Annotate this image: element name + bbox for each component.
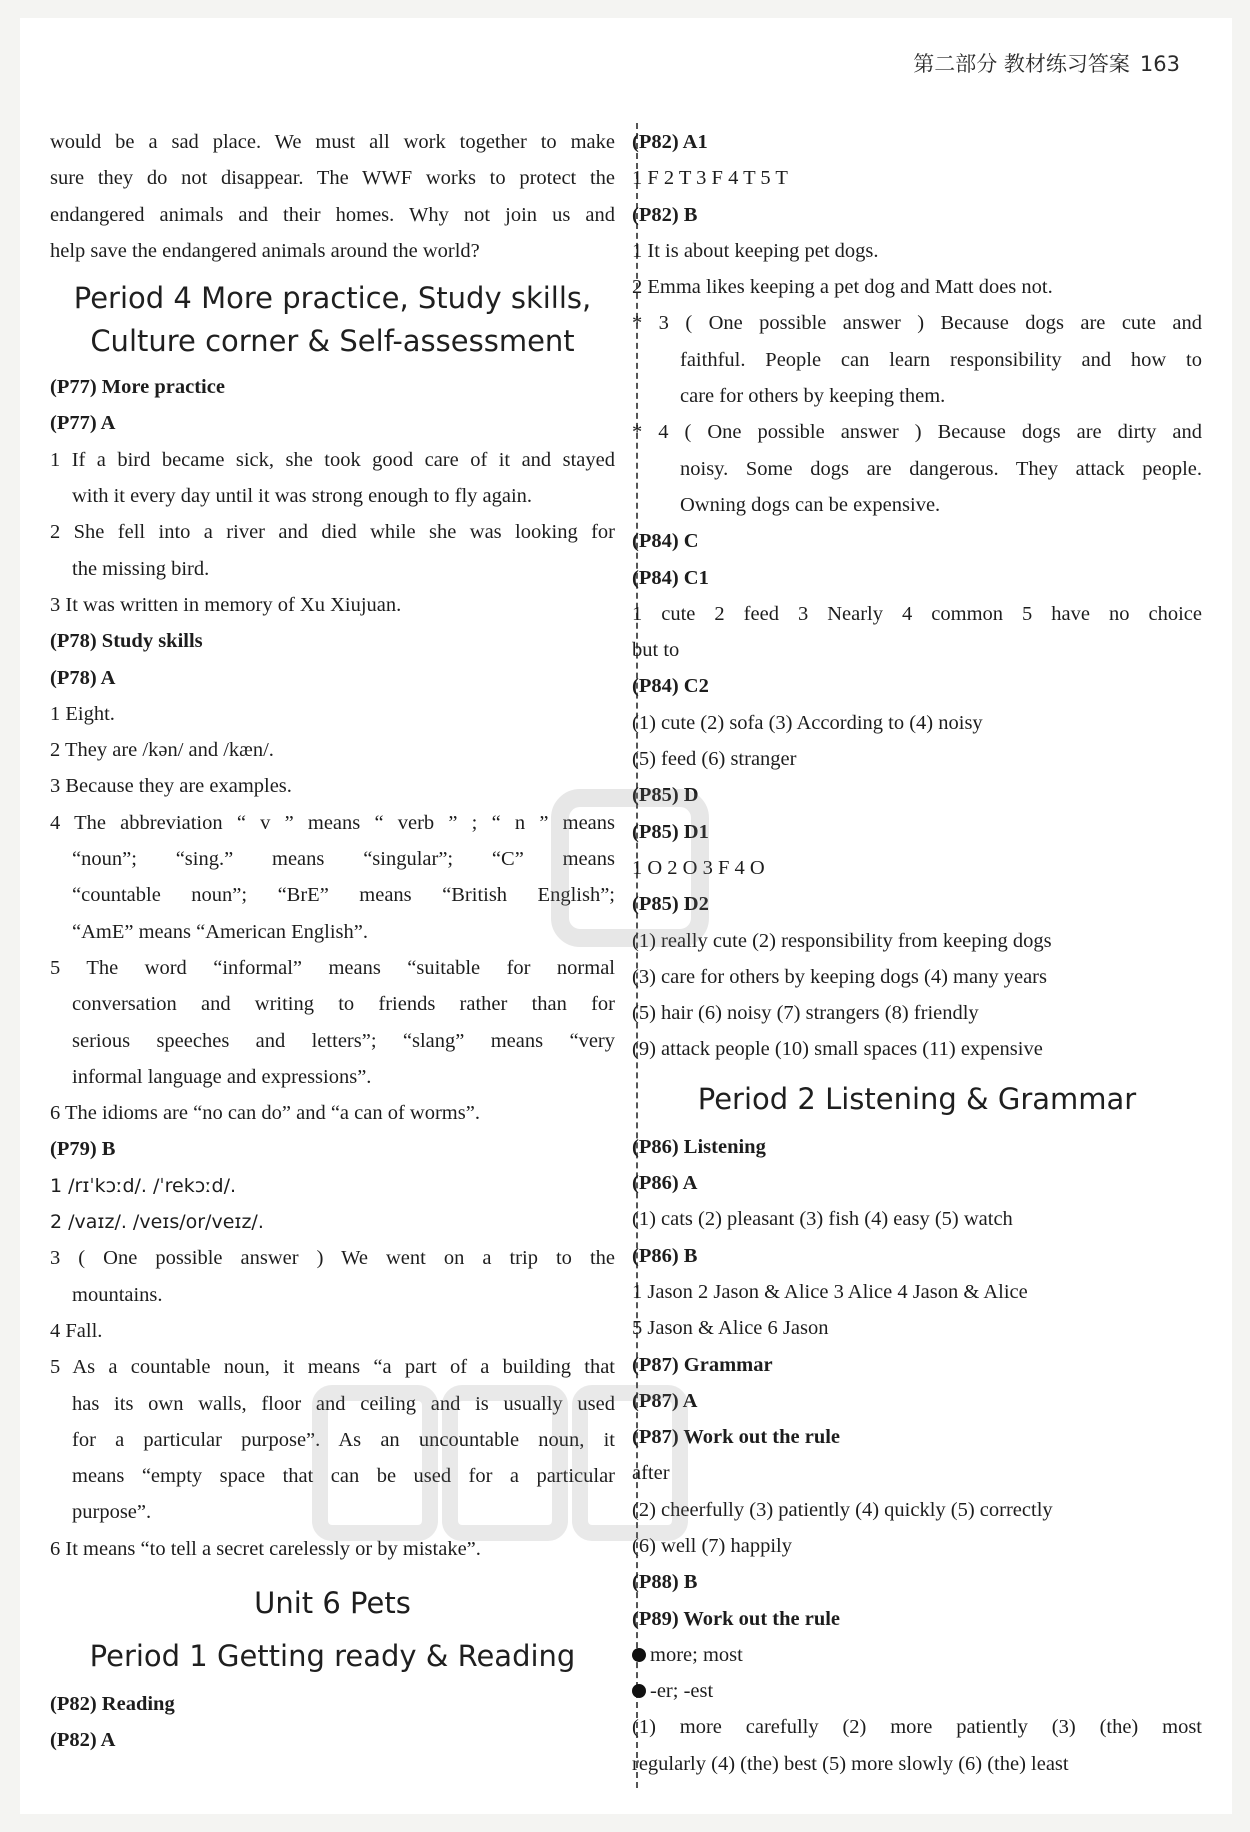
answer-line: 5 The word “informal” means “suitable for normal	[50, 956, 615, 979]
period1-heading: Period 1 Getting ready & Reading	[89, 1638, 576, 1673]
bullet-item	[632, 1673, 1202, 1709]
intro-line: would be a sad place. We must all work together to make	[50, 131, 615, 153]
answer-line: (1) cats (2) pleasant (3) fish (4) easy (5) watch	[632, 1208, 1013, 1231]
answer-line: conversation and writing to friends rather than for	[72, 993, 615, 1016]
answer-line: “countable noun”; “BrE” means “British English”;	[72, 884, 615, 907]
section-label: (P78) A	[50, 666, 116, 689]
section-label: (P82) B	[632, 203, 698, 226]
answer-line: (1) more carefully (2) more patiently (3) (the) most	[632, 1716, 1202, 1739]
bullet-text: more; most	[650, 1643, 743, 1666]
answer-line: 2 She fell into a river and died while she was looking for	[50, 521, 615, 544]
answer-line: but to	[632, 639, 680, 662]
section-label: (P86) B	[632, 1244, 698, 1267]
answer-line: 3 ( One possible answer ) We went on a trip to the	[50, 1247, 615, 1270]
answer-line: 3 Because they are examples.	[50, 775, 292, 798]
answer-line: purpose”.	[72, 1501, 152, 1524]
section-label: (P87) Grammar	[632, 1353, 773, 1376]
answer-line: 1 Eight.	[50, 702, 115, 725]
answer-line: Owning dogs can be expensive.	[680, 493, 941, 516]
answer-line: 6 The idioms are “no can do” and “a can of worms”.	[50, 1102, 480, 1125]
section-label: (P85) D	[632, 784, 699, 807]
answer-line: after	[632, 1462, 670, 1485]
answer-line: 1 F 2 T 3 F 4 T 5 T	[632, 167, 788, 190]
section-label: (P86) A	[632, 1172, 698, 1195]
answer-line: 1 If a bird became sick, she took good care of it and stayed	[50, 448, 615, 471]
answer-line: (6) well (7) happily	[632, 1534, 792, 1557]
answer-line: * 4 ( One possible answer ) Because dogs are dirty and	[632, 421, 1202, 444]
bullet-text: -er; -est	[650, 1680, 714, 1703]
page	[20, 18, 1232, 1814]
answer-line: 1 cute 2 feed 3 Nearly 4 common 5 have no choice	[632, 602, 1202, 625]
answer-line: serious speeches and letters”; “slang” means “very	[72, 1029, 615, 1052]
answer-line: noisy. Some dogs are dangerous. They attack people.	[680, 457, 1202, 480]
answer-line: (2) cheerfully (3) patiently (4) quickly (5) correctly	[632, 1498, 1053, 1521]
answer-line: has its own walls, floor and ceiling and is usually used	[72, 1392, 615, 1415]
section-label: (P82) A1	[632, 131, 708, 153]
answer-line: 1 It is about keeping pet dogs.	[632, 239, 879, 262]
answer-line: 4 Fall.	[50, 1319, 103, 1342]
answer-line: 1 /rɪˈkɔːd/. /ˈrekɔːd/.	[50, 1174, 237, 1197]
answer-line: * 3 ( One possible answer ) Because dogs are cute and	[632, 312, 1202, 335]
section-label: (P82) A	[50, 1729, 116, 1752]
answer-line: 6 It means “to tell a secret carelessly or by mistake”.	[50, 1537, 481, 1560]
period2-heading: Period 2 Listening & Grammar	[697, 1081, 1137, 1116]
bullet-dot-icon	[632, 1648, 646, 1662]
answer-line: 3 It was written in memory of Xu Xiujuan.	[50, 593, 402, 616]
answer-line: for a particular purpose”. As an uncountable noun, it	[72, 1428, 615, 1451]
period4-heading-line2: Culture corner & Self-assessment	[90, 324, 575, 359]
bullet-item	[632, 1637, 1202, 1673]
answer-line: means “empty space that can be used for a particular	[72, 1465, 615, 1488]
answer-line: with it every day until it was strong enough to fly again.	[72, 485, 533, 508]
answer-line: 2 They are /kən/ and /kæn/.	[50, 739, 274, 762]
answer-line: (5) feed (6) stranger	[632, 748, 797, 771]
section-label: (P82) Reading	[50, 1692, 175, 1715]
answer-line: “AmE” means “American English”.	[72, 920, 368, 943]
left-column	[50, 124, 615, 1759]
answer-line: 5 Jason & Alice 6 Jason	[632, 1317, 829, 1340]
section-label: (P78) Study skills	[50, 630, 203, 653]
answer-line: 1 O 2 O 3 F 4 O	[632, 856, 765, 879]
answer-line: (3) care for others by keeping dogs (4) many years	[632, 965, 1047, 988]
answer-line: mountains.	[72, 1283, 163, 1306]
section-label: (P87) Work out the rule	[632, 1426, 841, 1449]
section-label: (P89) Work out the rule	[632, 1607, 841, 1630]
answer-line: 4 The abbreviation “ v ” means “ verb ” ; “ n ” means	[50, 811, 615, 834]
unit-heading: Unit 6 Pets	[254, 1585, 411, 1620]
intro-line: endangered animals and their homes. Why not join us and	[50, 203, 615, 226]
section-label: (P77) More practice	[50, 376, 225, 399]
answer-line: 2 /vaɪz/. /veɪs/or/veɪz/.	[50, 1211, 264, 1234]
answer-line: 5 As a countable noun, it means “a part of a building that	[50, 1356, 615, 1379]
answer-line: care for others by keeping them.	[680, 385, 946, 408]
bullet-dot-icon	[632, 1684, 646, 1698]
answer-line: (9) attack people (10) small spaces (11) expensive	[632, 1038, 1043, 1061]
section-label: (P84) C1	[632, 566, 709, 589]
right-column	[632, 124, 1202, 1782]
section-label: (P86) Listening	[632, 1135, 766, 1158]
intro-line: sure they do not disappear. The WWF works to protect the	[50, 167, 615, 190]
page-header	[913, 48, 1180, 78]
section-label: (P77) A	[50, 412, 116, 435]
answer-line: “noun”; “sing.” means “singular”; “C” means	[72, 848, 615, 871]
answer-line: faithful. People can learn responsibility and how to	[680, 348, 1202, 371]
section-label: (P84) C	[632, 530, 699, 553]
section-label: (P79) B	[50, 1138, 116, 1161]
section-label: (P84) C2	[632, 675, 709, 698]
section-label: (P85) D2	[632, 893, 709, 916]
intro-line: help save the endangered animals around the world?	[50, 239, 480, 262]
section-label: (P85) D1	[632, 820, 709, 843]
page-number: 163	[1139, 52, 1180, 76]
answer-line: 2 Emma likes keeping a pet dog and Matt does not.	[632, 276, 1053, 299]
section-label: (P87) A	[632, 1389, 698, 1412]
period4-heading	[50, 277, 615, 363]
answer-line: informal language and expressions”.	[72, 1065, 372, 1088]
answer-line: 1 Jason 2 Jason & Alice 3 Alice 4 Jason & Alice	[632, 1280, 1028, 1303]
answer-line: (1) really cute (2) responsibility from keeping dogs	[632, 929, 1052, 952]
period4-heading-line1: Period 4 More practice, Study skills,	[73, 281, 592, 316]
answer-line: the missing bird.	[72, 557, 210, 580]
section-label: (P88) B	[632, 1571, 698, 1594]
answer-line: (5) hair (6) noisy (7) strangers (8) friendly	[632, 1002, 979, 1025]
header-section-title: 第二部分 教材练习答案	[913, 52, 1130, 76]
answer-line: regularly (4) (the) best (5) more slowly (6) (the) least	[632, 1752, 1069, 1775]
answer-line: (1) cute (2) sofa (3) According to (4) noisy	[632, 711, 983, 734]
